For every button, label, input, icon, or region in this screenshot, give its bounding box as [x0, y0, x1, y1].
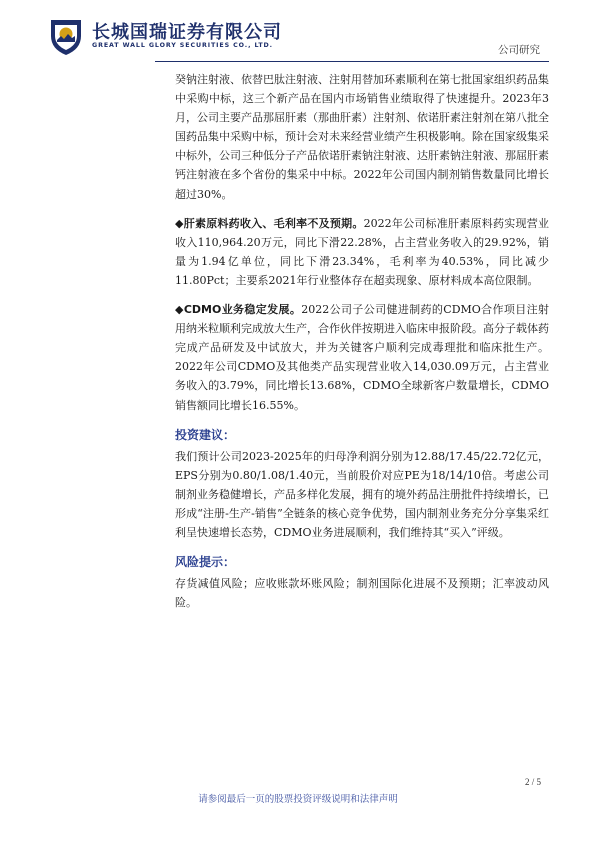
company-name-en: GREAT WALL GLORY SECURITIES CO., LTD. [92, 42, 273, 49]
page-header [0, 0, 596, 64]
great-wall-glory-logo-icon [49, 16, 83, 56]
footer-disclaimer-link[interactable]: 请参阅最后一页的股票投资评级说明和法律声明 [198, 794, 398, 805]
heparin-api-text: 2022年公司标准肝素原料药实现营业收入110,964.20万元，同比下滑22.28%，占主营业务收入的29.92%，销量为1.94亿单位，同比下滑23.34%，毛利率为40.53%，同比减少11.80Pct；主要系2021年行业整体存在超卖现象、原材料成本高位限制。 [175, 216, 549, 287]
heparin-api-heading: ◆肝素原料药收入、毛利率不及预期。 [175, 216, 364, 230]
company-name: 长城国瑞证券有限公司 [92, 22, 282, 43]
investment-advice-title: 投资建议： [175, 427, 236, 442]
paragraph-domestic-sales: 癸钠注射液、依替巴肽注射液、注射用替加环素顺利在第七批国家组织药品集中采购中标，这三个新产品在国内市场销售业绩取得了快速提升。2023年3月，公司主要产品那屈肝素（那曲肝素）注射剂、依诺肝素注射剂在第八批全国药品集中采购中标，预计会对未来经营业绩产生积极影响。除在国家级集采中标外，公司三种低分子产品依诺肝素钠注射液、达肝素钠注射液、那屈肝素钙注射液在多个省份的集采中中标。2022年公司国内制剂销售数量同比增长超过30%。 [175, 73, 549, 201]
header-divider [155, 61, 549, 62]
report-body [175, 70, 549, 622]
report-type-label: 公司研究 [498, 44, 540, 56]
investment-advice-text: 我们预计公司2023-2025年的归母净利润分别为12.88/17.45/22.72亿元，EPS分别为0.80/1.08/1.40元，当前股价对应PE为18/14/10倍。考虑公司制剂业务稳健增长，产品多样化发展，拥有的境外药品注册批件持续增长，已形成“注册-生产-销售”全链条的核心竞争优势，国内制剂业务充分分享集采红利呈快速增长态势，CDMO业务进展顺利，我们维持其“买入”评级。 [175, 449, 549, 539]
risk-warning-text: 存货减值风险；应收账款坏账风险；制剂国际化进展不及预期；汇率波动风险。 [175, 577, 549, 610]
paragraph-heparin-api [175, 214, 549, 290]
cdmo-text: 2022公司子公司健进制药的CDMO合作项目注射用纳米粒顺利完成放大生产，合作伙伴按期进入临床申报阶段。高分子载体药完成产品研发及中试放大，并为关键客户顺利完成毒理批和临床批生产。2022年公司CDMO及其他类产品实现营业收入14,030.09万元，占主营业务收入的3.79%，同比增长13.68%，CDMO全球新客户数量增长，CDMO销售额同比增长16.55%。 [175, 303, 549, 412]
risk-warning-title: 风险提示： [175, 555, 236, 570]
page-number: 2 / 5 [525, 777, 542, 787]
paragraph-cdmo [175, 300, 549, 415]
cdmo-heading: ◆CDMO业务稳定发展。 [175, 303, 302, 317]
